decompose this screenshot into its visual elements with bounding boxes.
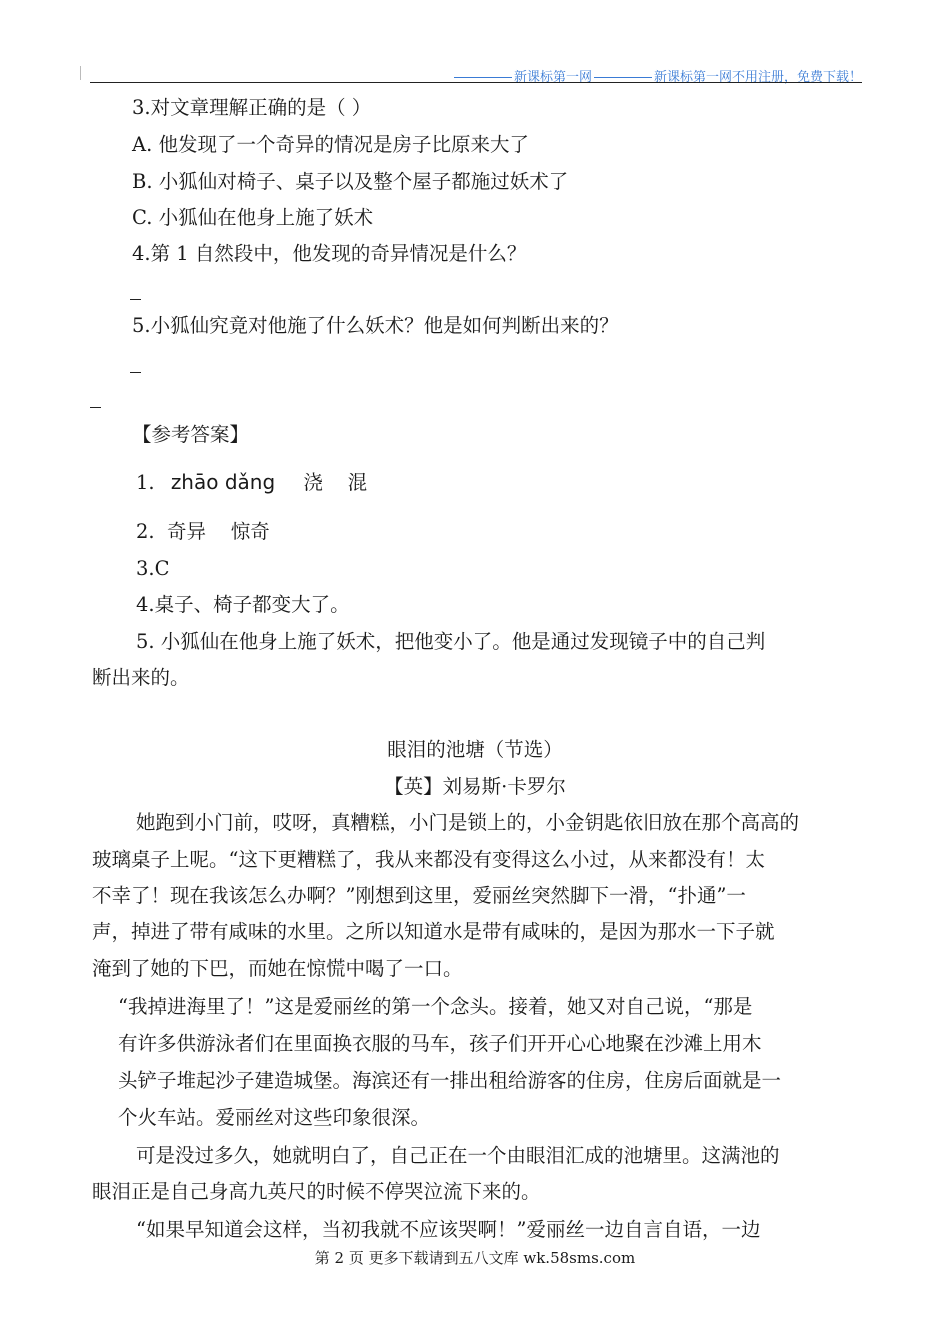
passage-title: 眼泪的池塘（节选） — [387, 738, 563, 761]
passage-line: “如果早知道会这样，当初我就不应该哭啊！”爱丽丝一边自言自语，一边 — [136, 1218, 761, 1241]
answer-2: 2. 奇异 惊奇 — [136, 520, 270, 543]
passage-line: 玻璃桌子上呢。“这下更糟糕了，我从来都没有变得这么小过，从来都没有！太 — [92, 848, 765, 871]
passage-line: 有许多供游泳者们在里面换衣服的马车，孩子们开开心心地聚在沙滩上用木 — [118, 1032, 762, 1055]
answers-title: 【参考答案】 — [132, 423, 250, 446]
answer-5-line-2: 断出来的。 — [92, 666, 190, 689]
answer-1-pinyin: zhāo dǎng — [170, 470, 276, 494]
header-link-1[interactable]: 新课标第一网 — [513, 70, 592, 85]
answer-blank-line — [130, 299, 141, 300]
passage-line: “我掉进海里了！”这是爱丽丝的第一个念头。接着，她又对自己说，“那是 — [118, 995, 753, 1018]
answer-blank-line — [130, 372, 141, 373]
question-4: 4.第 1 自然段中，他发现的奇异情况是什么？ — [132, 242, 527, 265]
answer-4: 4.桌子、椅子都变大了。 — [136, 593, 350, 616]
answer-1-chars: 浇 混 — [303, 471, 368, 494]
answer-1 — [136, 470, 367, 495]
passage-line: 眼泪正是自己身高九英尺的时候不停哭泣流下来的。 — [92, 1180, 541, 1203]
header-link-2[interactable]: 新课标第一网不用注册，免费下载！ — [653, 70, 862, 85]
header-tick — [80, 66, 81, 80]
header-dash — [454, 77, 512, 78]
answer-1-number: 1. — [136, 471, 155, 494]
page-footer: 第 2 页 更多下载请到五八文库 wk.58sms.com — [314, 1249, 636, 1267]
answer-5-line-1: 5. 小狐仙在他身上施了妖术，把他变小了。他是通过发现镜子中的自己判 — [136, 630, 766, 653]
question-3-option-a: A. 他发现了一个奇异的情况是房子比原来大了 — [132, 133, 529, 156]
passage-line: 个火车站。爱丽丝对这些印象很深。 — [118, 1106, 431, 1129]
passage-author: 【英】刘易斯·卡罗尔 — [384, 775, 566, 798]
question-5: 5.小狐仙究竟对他施了什么妖术？他是如何判断出来的？ — [132, 314, 619, 337]
passage-line: 声，掉进了带有咸味的水里。之所以知道水是带有咸味的，是因为那水一下子就 — [92, 920, 775, 943]
question-3-option-c: C. 小狐仙在他身上施了妖术 — [132, 206, 374, 229]
answer-3: 3.C — [136, 557, 170, 580]
answer-blank-line — [90, 407, 101, 408]
passage-line: 头铲子堆起沙子建造城堡。海滨还有一排出租给游客的住房，住房后面就是一 — [118, 1069, 782, 1092]
header-rule — [90, 82, 862, 83]
passage-line: 她跑到小门前，哎呀，真糟糕，小门是锁上的，小金钥匙依旧放在那个高高的 — [136, 811, 800, 834]
question-3: 3.对文章理解正确的是（ ） — [132, 96, 372, 119]
passage-line: 不幸了！现在我该怎么办啊？”刚想到这里，爱丽丝突然脚下一滑，“扑通”一 — [92, 884, 746, 907]
passage-line: 淹到了她的下巴，而她在惊慌中喝了一口。 — [92, 957, 463, 980]
question-3-option-b: B. 小狐仙对椅子、桌子以及整个屋子都施过妖术了 — [132, 170, 569, 193]
header-dash — [594, 77, 652, 78]
passage-line: 可是没过多久，她就明白了，自己正在一个由眼泪汇成的池塘里。这满池的 — [136, 1144, 780, 1167]
